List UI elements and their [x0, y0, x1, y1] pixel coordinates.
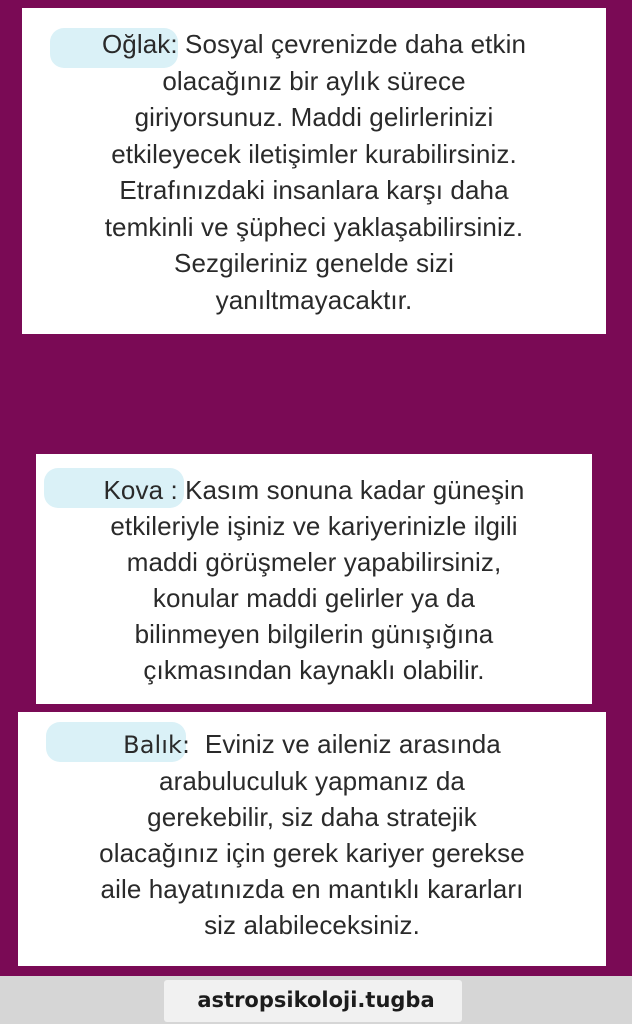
sign-label: Balık:: [123, 731, 191, 759]
text-line: Etrafınızdaki insanlara karşı daha: [119, 175, 509, 205]
sign-label: Kova :: [103, 475, 178, 505]
horoscope-text: [52, 472, 576, 688]
text-line: olacağınız için gerek kariyer gerekse: [99, 838, 525, 868]
sign-label: Oğlak:: [101, 29, 178, 59]
footer-bar: [0, 976, 632, 1024]
text-line: Sosyal çevrenizde daha etkin: [177, 29, 527, 59]
text-line: etkileriyle işiniz ve kariyerinizle ilgili: [110, 511, 518, 541]
text-line: siz alabileceksiniz.: [204, 910, 420, 940]
horoscope-card-balik: [18, 712, 606, 966]
text-line: giriyorsunuz. Maddi gelirlerinizi: [134, 102, 494, 132]
text-line: yanıltmayacaktır.: [215, 284, 413, 315]
text-line: temkinli ve şüpheci yaklaşabilirsiniz.: [104, 211, 524, 242]
text-line: gerekebilir, siz daha stratejik: [147, 802, 477, 832]
horoscope-card-kova: [36, 454, 592, 704]
text-line: konular maddi gelirler ya da: [152, 583, 476, 613]
text-line: Eviniz ve aileniz arasında: [190, 729, 501, 759]
horoscope-text: [42, 26, 586, 318]
text-line: olacağınız bir aylık sürece: [162, 65, 466, 96]
text-line: aile hayatınızda en mantıklı kararları: [100, 874, 524, 904]
horoscope-text: [34, 726, 590, 943]
text-line: maddi görüşmeler yapabilirsiniz,: [126, 547, 502, 577]
text-line: çıkmasından kaynaklı olabilir.: [143, 655, 485, 685]
text-line: Kasım sonuna kadar güneşin: [177, 475, 525, 505]
text-line: arabuluculuk yapmanız da: [159, 766, 465, 796]
horoscope-card-oglak: [22, 8, 606, 334]
account-handle[interactable]: astropsikoloji.tugba: [197, 988, 435, 1012]
text-line: Sezgileriniz genelde sizi: [174, 248, 454, 278]
text-line: etkileyecek iletişimler kurabilirsiniz.: [111, 138, 517, 169]
text-line: bilinmeyen bilgilerin günışığına: [134, 619, 494, 649]
